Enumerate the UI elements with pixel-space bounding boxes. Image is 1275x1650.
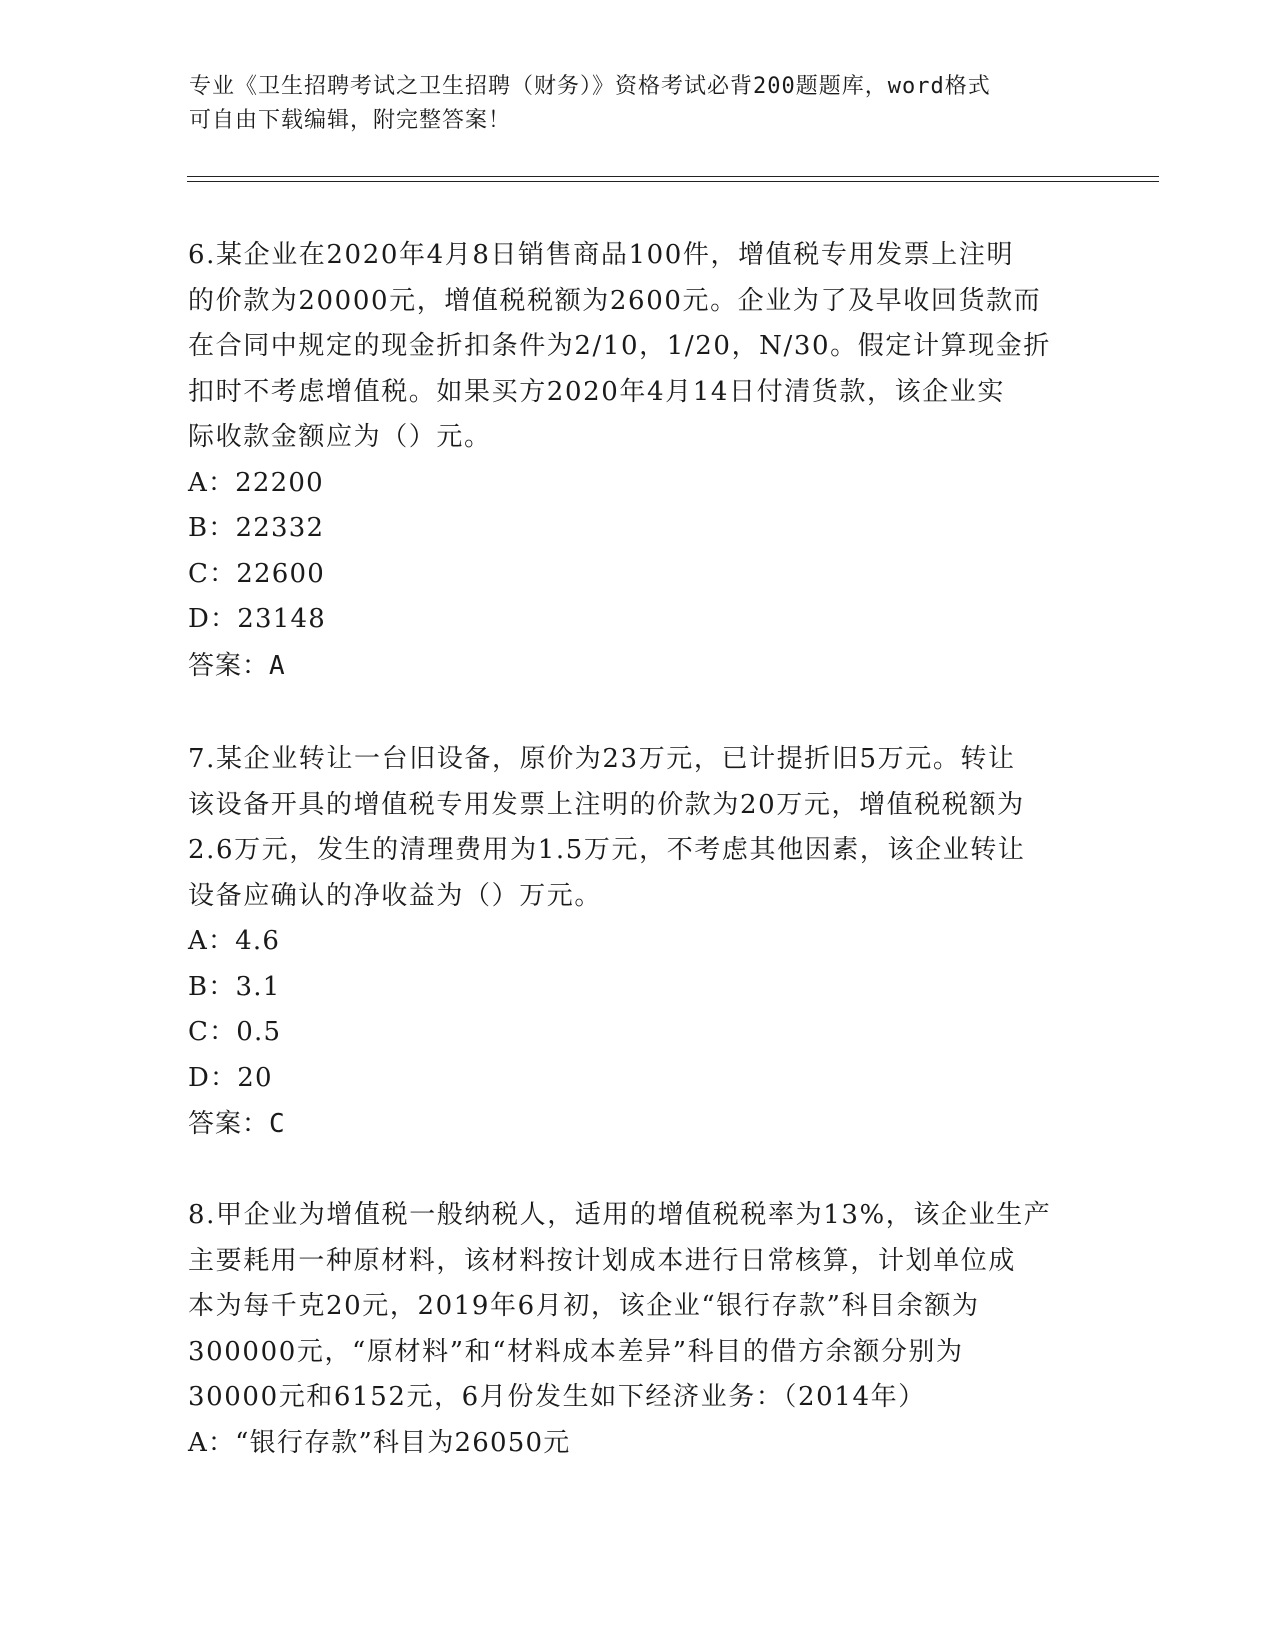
answer-label: 答案：C [188,1109,286,1139]
stem-line: 本为每千克20元，2019年6月初，该企业“银行存款”科目余额为 [188,1291,980,1321]
stem-line: 300000元，“原材料”和“材料成本差异”科目的借方余额分别为 [188,1336,964,1367]
document-header [189,70,1069,138]
stem-line: 该设备开具的增值税专用发票上注明的价款为20万元，增值税税额为 [188,789,1025,820]
option-a: A：22200 [188,467,324,498]
stem-line: 在合同中规定的现金折扣条件为2/10，1/20，N/30。假定计算现金折 [188,331,1051,361]
question-6 [188,233,1088,689]
stem-line: 扣时不考虑增值税。如果买方2020年4月14日付清货款，该企业实 [188,376,1005,407]
stem-line: 8.甲企业为增值税一般纳税人，适用的增值税税率为13%，该企业生产 [188,1200,1052,1230]
question-stem [188,233,1088,461]
option-d: D：23148 [188,604,326,634]
stem-line: 主要耗用一种原材料，该材料按计划成本进行日常核算，计划单位成 [188,1245,1017,1276]
question-8 [188,1193,1088,1466]
header-divider-top [187,176,1159,177]
option-a: A：“银行存款”科目为26050元 [188,1427,571,1458]
stem-line: 的价款为20000元，增值税税额为2600元。企业为了及早收回货款而 [188,285,1042,316]
stem-line: 7.某企业转让一台旧设备，原价为23万元，已计提折旧5万元。转让 [188,744,1016,774]
stem-line: 6.某企业在2020年4月8日销售商品100件，增值税专用发票上注明 [188,240,1015,270]
stem-line: 30000元和6152元，6月份发生如下经济业务：（2014年） [188,1382,926,1412]
question-7 [188,737,1088,1147]
header-line-2: 可自由下载编辑，附完整答案！ [189,108,512,133]
option-a: A：4.6 [188,926,281,956]
question-stem [188,1193,1088,1421]
stem-line: 2.6万元，发生的清理费用为1.5万元，不考虑其他因素，该企业转让 [188,835,1026,865]
option-b: B：3.1 [188,971,281,1002]
option-c: C：22600 [188,558,326,589]
header-divider-bottom [187,181,1159,182]
option-d: D：20 [188,1062,273,1093]
stem-line: 际收款金额应为（）元。 [188,422,492,452]
option-c: C：0.5 [188,1017,282,1047]
answer-label: 答案：A [188,650,286,681]
stem-line: 设备应确认的净收益为（）万元。 [188,880,603,911]
header-line-1: 专业《卫生招聘考试之卫生招聘（财务）》资格考试必背200题题库，word格式 [189,74,991,99]
question-stem [188,737,1088,919]
option-b: B：22332 [188,513,325,543]
